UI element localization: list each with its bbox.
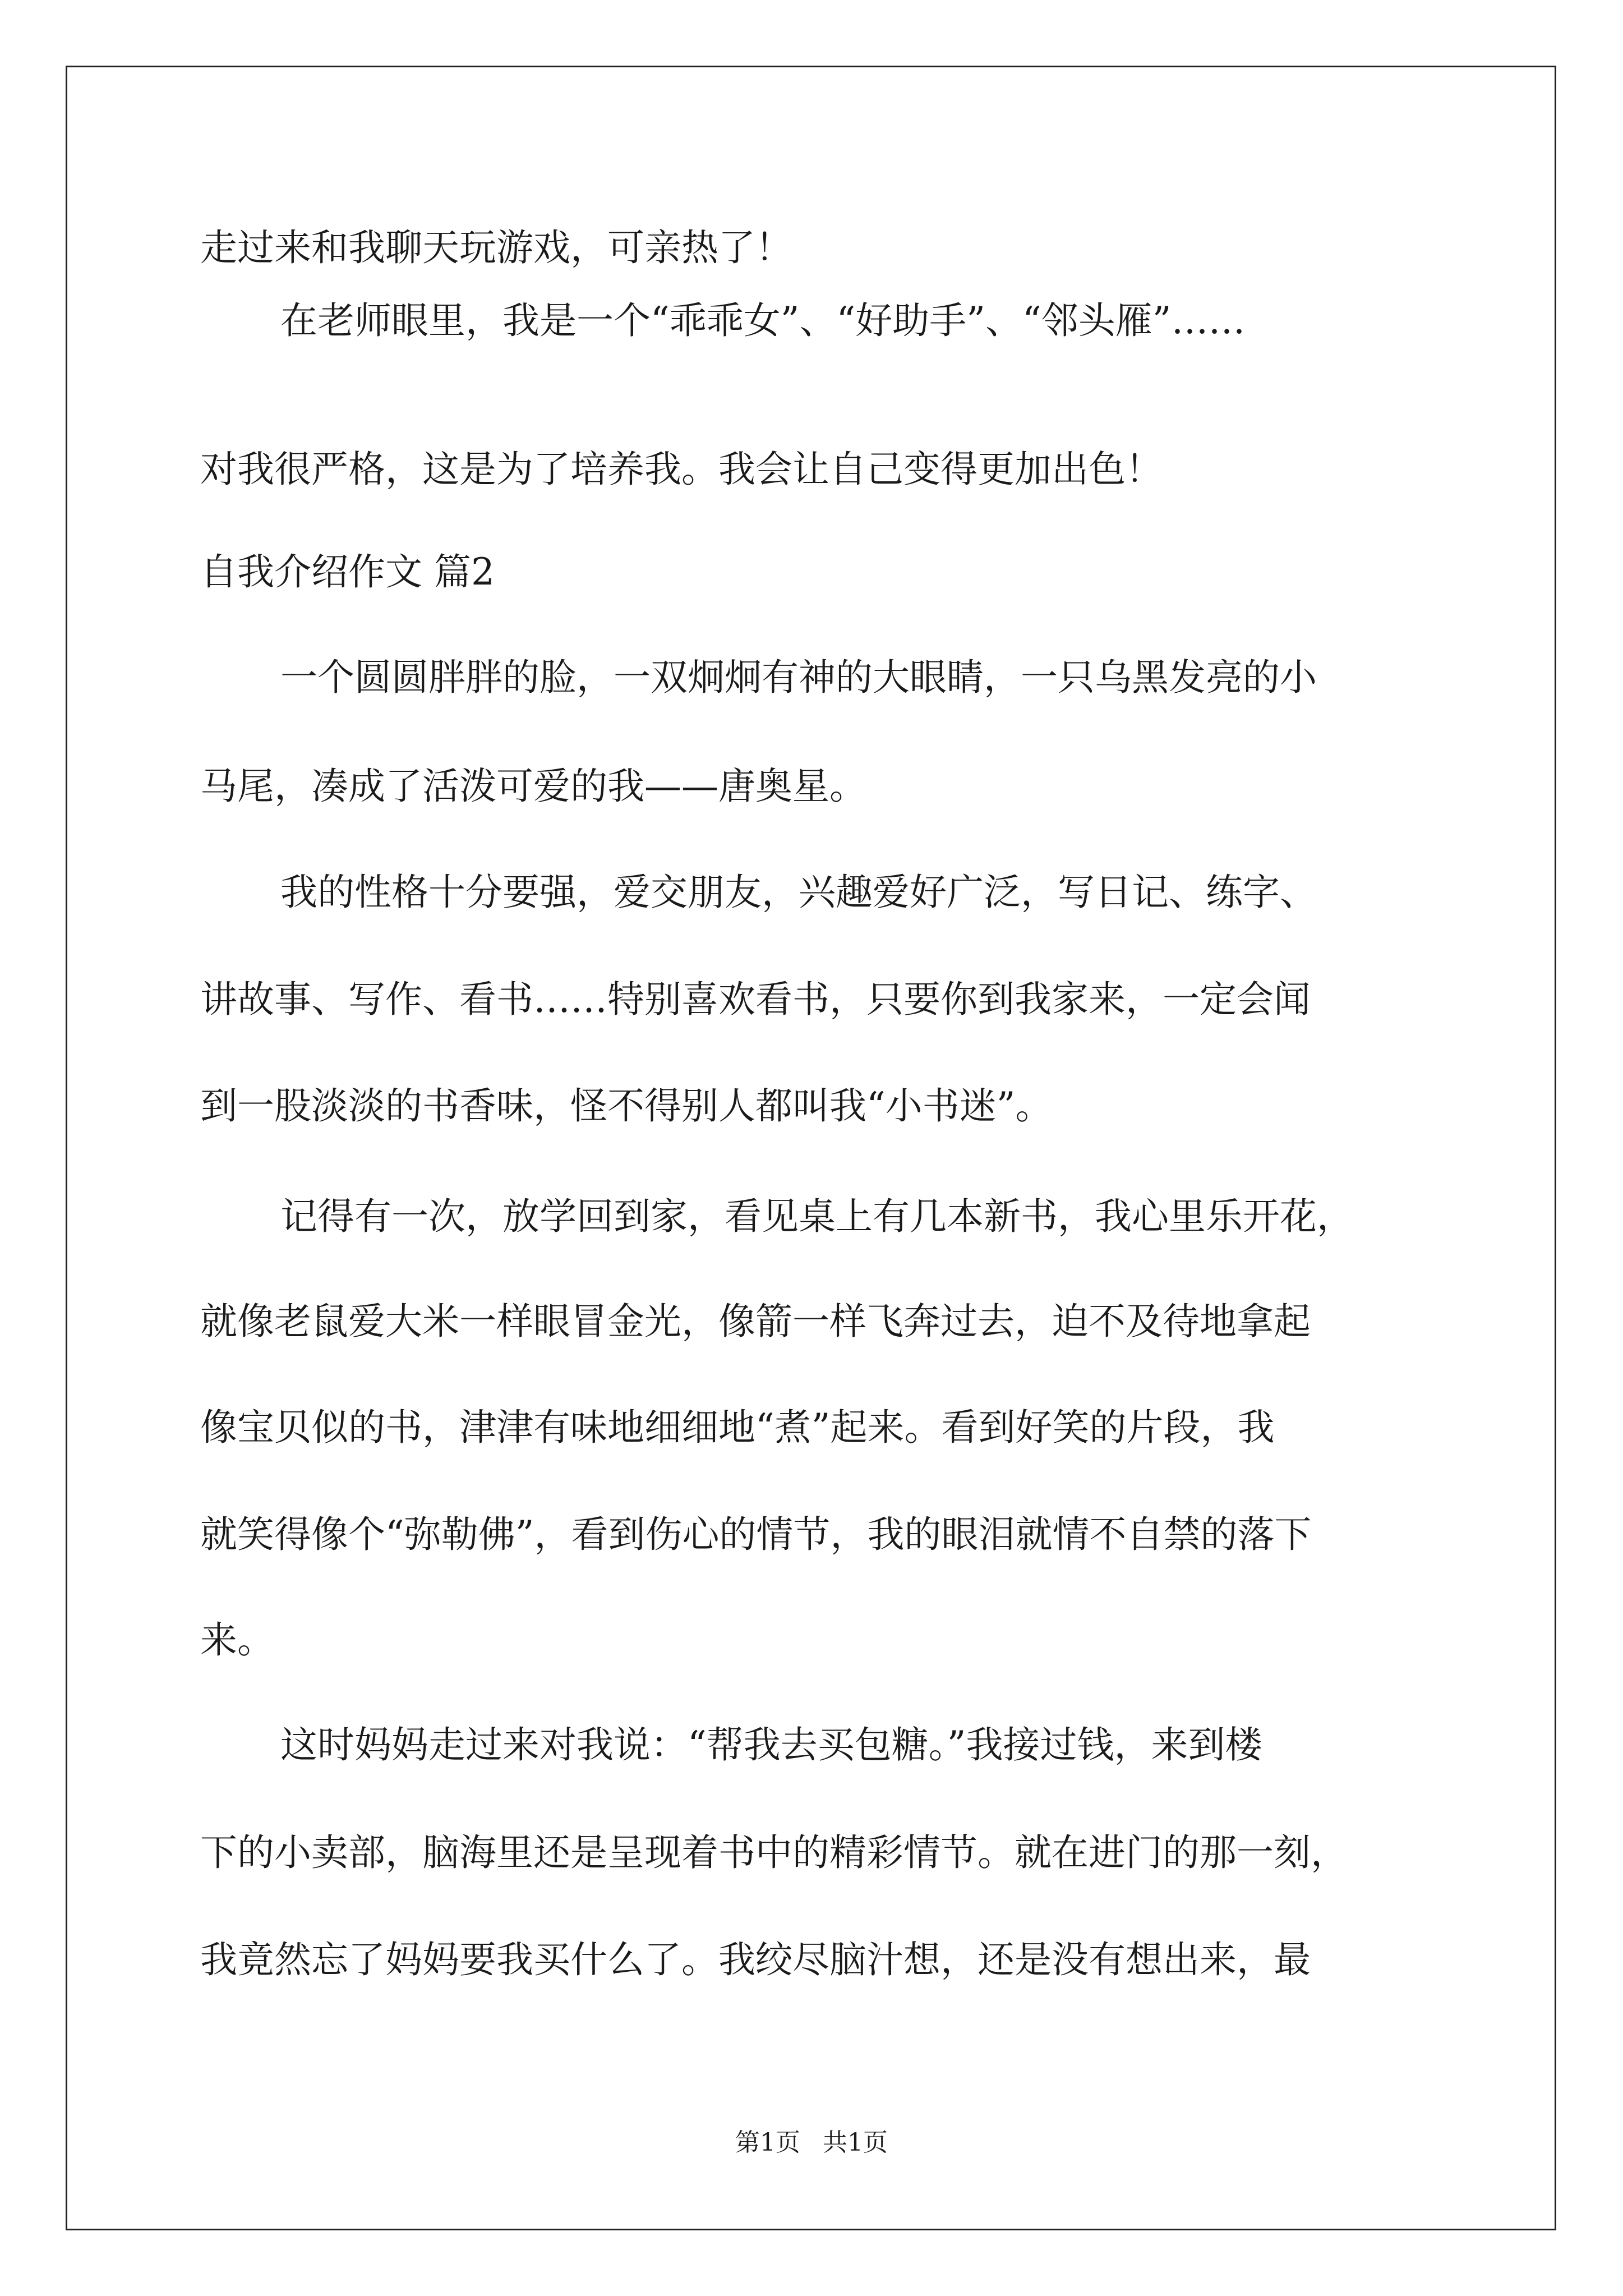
text-line: 来。 — [200, 1618, 274, 1662]
text-line: 一个圆圆胖胖的脸，一双炯炯有神的大眼睛，一只乌黑发亮的小 — [280, 656, 1317, 699]
text-line: 下的小卖部，脑海里还是呈现着书中的精彩情节。就在进门的那一刻， — [200, 1831, 1348, 1874]
section-heading: 自我介绍作文 篇2 — [200, 550, 495, 593]
text-line: 像宝贝似的书，津津有味地细细地“煮”起来。看到好笑的片段，我 — [200, 1406, 1275, 1449]
page-border — [66, 66, 1556, 2230]
page-footer — [0, 2128, 1623, 2157]
page-total: 共1页 — [823, 2128, 888, 2157]
text-line: 我的性格十分要强，爱交朋友，兴趣爱好广泛，写日记、练字、 — [280, 871, 1317, 914]
text-line: 在老师眼里，我是一个“乖乖女”、“好助手”、“邻头雁”…… — [280, 299, 1246, 342]
text-line: 马尾，凑成了活泼可爱的我——唐奥星。 — [200, 765, 866, 808]
text-line: 讲故事、写作、看书……特别喜欢看书，只要你到我家来，一定会闻 — [200, 978, 1311, 1021]
page-number: 第1页 — [735, 2128, 800, 2157]
text-line: 记得有一次，放学回到家，看见桌上有几本新书，我心里乐开花， — [280, 1195, 1354, 1238]
text-line: 对我很严格，这是为了培养我。我会让自己变得更加出色！ — [200, 448, 1163, 491]
text-line: 走过来和我聊天玩游戏，可亲热了！ — [200, 226, 792, 269]
text-line: 我竟然忘了妈妈要我买什么了。我绞尽脑汁想，还是没有想出来，最 — [200, 1938, 1311, 1981]
text-line: 就笑得像个“弥勒佛”，看到伤心的情节，我的眼泪就情不自禁的落下 — [200, 1513, 1312, 1556]
text-line: 到一股淡淡的书香味，怪不得别人都叫我“小书迷”。 — [200, 1084, 1053, 1128]
text-line: 就像老鼠爱大米一样眼冒金光，像箭一样飞奔过去，迫不及待地拿起 — [200, 1300, 1311, 1343]
text-line: 这时妈妈走过来对我说：“帮我去买包糖。”我接过钱，来到楼 — [280, 1723, 1262, 1766]
